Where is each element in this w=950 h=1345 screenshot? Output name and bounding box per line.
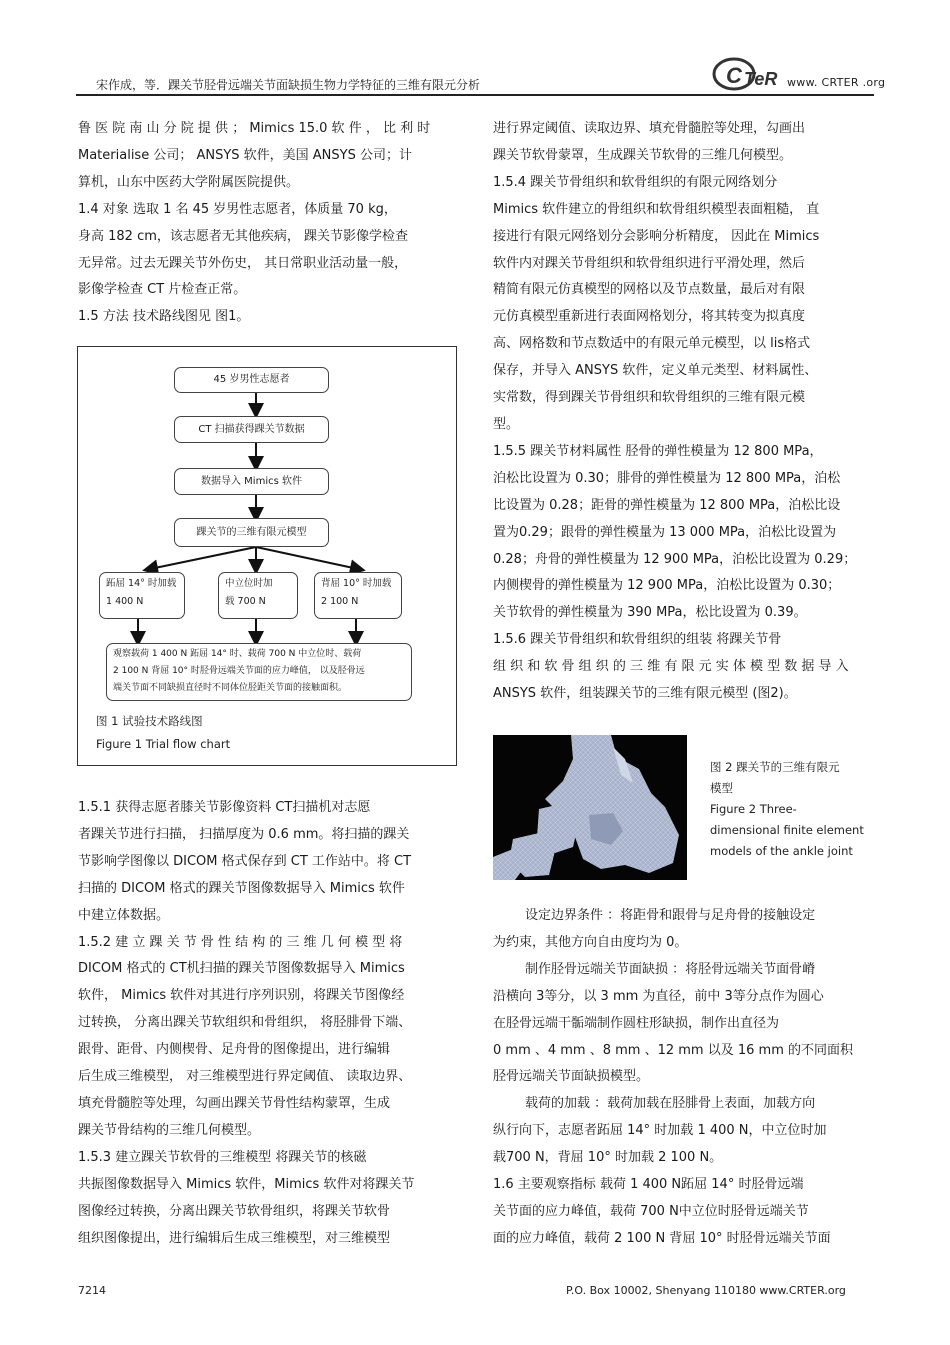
- paragraph-line: 1.4 对象 选取 1 名 45 岁男性志愿者，体质量 70 kg，: [78, 201, 397, 217]
- paragraph-line: 1.5.5 踝关节材料属性 胫骨的弹性模量为 12 800 MPa，: [493, 443, 823, 459]
- figure-1-caption-cn: 图 1 试验技术路线图: [96, 714, 203, 728]
- paragraph-line: 踝关节骨结构的三维几何模型。: [78, 1122, 261, 1138]
- branch-left-line1: 跖屈 14° 时加载: [106, 578, 177, 589]
- right-column-bottom: [493, 903, 873, 1253]
- paragraph-line: 1.5.1 获得志愿者膝关节影像资料 CT扫描机对志愿: [78, 800, 371, 815]
- paragraph-line: 精简有限元仿真模型的网格以及节点数量，最后对有限: [493, 282, 806, 298]
- paragraph-line: 影像学检查 CT 片检查正常。: [78, 282, 247, 298]
- paragraph-line: 制作胫骨远端关节面缺损 ：将胫骨远端关节面骨嵴: [525, 961, 816, 977]
- paragraph-line: 算机，山东中医药大学附属医院提供。: [78, 174, 300, 190]
- journal-logo: [712, 56, 797, 92]
- figure-1-caption-en: Figure 1 Trial flow chart: [96, 737, 231, 751]
- right-column-top: [493, 116, 873, 708]
- result-line1: 观察载荷 1 400 N 跖屈 14° 时、载荷 700 N 中立位时、载荷: [113, 649, 362, 659]
- left-column-top: [78, 116, 458, 331]
- paragraph-line: 胫骨远端关节面缺损模型。: [493, 1069, 650, 1085]
- flow-branch-dorsiflexion: [314, 572, 402, 619]
- flowchart-arrows: [78, 347, 458, 767]
- result-line3: 端关节面不同缺损直径时不同体位胫距关节面的接触面积。: [113, 683, 348, 693]
- paragraph-line: 1.6 主要观察指标 载荷 1 400 N跖屈 14° 时胫骨远端: [493, 1177, 804, 1193]
- paragraph-line: 高、网格数和节点数适中的有限元单元模型，以 lis格式: [493, 336, 811, 352]
- paragraph-line: 组织图像提出，进行编辑后生成三维模型，对三维模型: [78, 1230, 391, 1246]
- paragraph-line: 过转换， 分离出踝关节软组织和骨组织， 将胫腓骨下端、: [78, 1015, 412, 1031]
- paragraph-line: 进行界定阈值、读取边界、填充骨髓腔等处理，勾画出: [493, 121, 806, 136]
- paragraph-line: 置为0.29；跟骨的弹性模量为 13 000 MPa，泊松比设置为: [493, 524, 837, 540]
- paragraph-line: 1.5.6 踝关节骨组织和软骨组织的组装 将踝关节骨: [493, 632, 782, 648]
- paragraph-line: 0 mm 、4 mm 、8 mm 、12 mm 以及 16 mm 的不同面积: [493, 1042, 853, 1058]
- paragraph-line: Mimics 软件建立的骨组织和软骨组织模型表面粗糙， 直: [493, 201, 820, 217]
- paragraph-line: 泊松比设置为 0.30；腓骨的弹性模量为 12 800 MPa，泊松: [493, 470, 841, 486]
- fig2-caption-cn-1: 图 2 踝关节的三维有限元: [710, 760, 840, 774]
- figure-2-fe-model-image: [493, 735, 687, 880]
- paragraph-line: 为约束，其他方向自由度均为 0。: [493, 934, 688, 950]
- paragraph-line: ANSYS 软件，组装踝关节的三维有限元模型 (图2)。: [493, 686, 797, 702]
- paragraph-line: 接进行有限元网络划分会影响分析精度， 因此在 Mimics: [493, 228, 820, 244]
- flow-step-ct-scan: CT 扫描获得踝关节数据: [174, 416, 329, 443]
- paragraph-line: 踝关节软骨蒙罩，生成踝关节软骨的三维几何模型。: [493, 147, 793, 163]
- fig2-caption-en-3: models of the ankle joint: [710, 844, 853, 858]
- paragraph-line: 鲁 医 院 南 山 分 院 提 供 ； Mimics 15.0 软 件 ， 比 利 时: [78, 121, 431, 136]
- paragraph-line: 图像经过转换，分离出踝关节软骨组织，将踝关节软骨: [78, 1203, 391, 1219]
- flow-step-volunteer: 45 岁男性志愿者: [174, 367, 329, 393]
- figure-1-flowchart: [77, 346, 457, 766]
- paragraph-line: 身高 182 cm，该志愿者无其他疾病， 踝关节影像学检查: [78, 228, 409, 244]
- header-url: www. CRTER .org: [787, 76, 886, 89]
- header-rule: [76, 94, 874, 96]
- fig2-caption-en-2: dimensional finite element: [710, 823, 864, 837]
- paragraph-line: 者踝关节进行扫描， 扫描厚度为 0.6 mm。将扫描的踝关: [78, 826, 410, 842]
- logo-text: C: [726, 63, 742, 88]
- paragraph-line: 节影响学图像以 DICOM 格式保存到 CT 工作站中。将 CT: [78, 853, 412, 869]
- paragraph-line: 在胫骨远端干骺端制作圆柱形缺损，制作出直径为: [493, 1015, 780, 1031]
- flow-result-observation: [106, 643, 412, 701]
- paragraph-line: DICOM 格式的 CT机扫描的踝关节图像数据导入 Mimics: [78, 961, 405, 977]
- paragraph-line: 纵行向下，志愿者跖屈 14° 时加载 1 400 N，中立位时加: [493, 1123, 827, 1139]
- flow-step-mimics-import: 数据导入 Mimics 软件: [174, 468, 329, 495]
- paragraph-line: 中建立体数据。: [78, 907, 170, 923]
- fig2-caption-en-1: Figure 2 Three-: [710, 802, 797, 816]
- branch-left-line2: 1 400 N: [106, 596, 144, 607]
- paragraph-line: 1.5.2 建 立 踝 关 节 骨 性 结 构 的 三 维 几 何 模 型 将: [78, 934, 403, 950]
- paragraph-line: 共振图像数据导入 Mimics 软件，Mimics 软件对将踝关节: [78, 1176, 415, 1192]
- branch-mid-line2: 载 700 N: [225, 596, 266, 607]
- svg-text:TeR: TeR: [744, 69, 778, 89]
- paragraph-line: Materialise 公司； ANSYS 软件，美国 ANSYS 公司；计: [78, 147, 412, 163]
- paragraph-line: 软件， Mimics 软件对其进行序列识别，将踝关节图像经: [78, 988, 405, 1004]
- paragraph-line: 1.5.3 建立踝关节软骨的三维模型 将踝关节的核磁: [78, 1149, 367, 1165]
- paragraph-line: 载荷的加载 ：载荷加载在胫腓骨上表面，加载方向: [525, 1096, 816, 1112]
- branch-right-line2: 2 100 N: [321, 596, 359, 607]
- figure-2-caption: [710, 757, 870, 862]
- branch-right-line1: 背屈 10° 时加载: [321, 578, 392, 589]
- paragraph-line: 设定边界条件 ：将距骨和跟骨与足舟骨的接触设定: [525, 908, 816, 923]
- paragraph-line: 无异常。过去无踝关节外伤史， 其日常职业活动量一般，: [78, 255, 408, 271]
- paragraph-line: 后生成三维模型， 对三维模型进行界定阈值、 读取边界、: [78, 1069, 412, 1085]
- paragraph-line: 1.5 方法 技术路线图见 图1。: [78, 309, 250, 325]
- footer-address: P.O. Box 10002, Shenyang 110180 www.CRTER.org: [566, 1284, 846, 1297]
- paragraph-line: 填充骨髓腔等处理，勾画出踝关节骨性结构蒙罩，生成: [78, 1095, 391, 1111]
- paragraph-line: 载700 N，背屈 10° 时加载 2 100 N。: [493, 1150, 723, 1166]
- paragraph-line: 实常数，得到踝关节骨组织和软骨组织的三维有限元模: [493, 390, 806, 406]
- paragraph-line: 0.28；舟骨的弹性模量为 12 900 MPa，泊松比设置为 0.29；: [493, 551, 857, 567]
- branch-mid-line1: 中立位时加: [225, 578, 273, 589]
- paragraph-line: 1.5.4 踝关节骨组织和软骨组织的有限元网络划分: [493, 174, 778, 190]
- paragraph-line: 关节软骨的弹性模量为 390 MPa，松比设置为 0.39。: [493, 605, 807, 621]
- fig2-caption-cn-2: 模型: [710, 781, 733, 795]
- paragraph-line: 元仿真模型重新进行表面网格划分，将其转变为拟真度: [493, 309, 806, 325]
- paragraph-line: 跟骨、距骨、内侧楔骨、足舟骨的图像提出，进行编辑: [78, 1042, 391, 1058]
- flow-branch-neutral: [218, 572, 298, 619]
- paragraph-line: 面的应力峰值，载荷 2 100 N 背屈 10° 时胫骨远端关节面: [493, 1230, 831, 1246]
- paragraph-line: 比设置为 0.28；距骨的弹性模量为 12 800 MPa，泊松比设: [493, 497, 841, 513]
- page-number: 7214: [78, 1284, 106, 1297]
- paragraph-line: 保存，并导入 ANSYS 软件，定义单元类型、材料属性、: [493, 363, 818, 379]
- paragraph-line: 沿横向 3等分，以 3 mm 为直径，前中 3等分点作为圆心: [493, 988, 824, 1004]
- paragraph-line: 内侧楔骨的弹性模量为 12 900 MPa，泊松比设置为 0.30；: [493, 578, 841, 594]
- paragraph-line: 关节面的应力峰值，载荷 700 N中立位时胫骨远端关节: [493, 1203, 809, 1219]
- flow-step-fe-model: 踝关节的三维有限元模型: [174, 518, 329, 547]
- left-column-bottom: [78, 795, 458, 1252]
- paragraph-line: 软件内对踝关节骨组织和软骨组织进行平滑处理，然后: [493, 255, 806, 271]
- flow-branch-plantarflexion: [99, 572, 185, 619]
- result-line2: 2 100 N 背屈 10° 时胫骨远端关节面的应力峰值， 以及胫骨远: [113, 666, 365, 676]
- paragraph-line: 组 织 和 软 骨 组 织 的 三 维 有 限 元 实 体 模 型 数 据 导 入: [493, 659, 849, 675]
- running-title: 宋作成，等．踝关节胫骨远端关节面缺损生物力学特征的三维有限元分析: [96, 78, 481, 92]
- paragraph-line: 型。: [493, 416, 520, 432]
- ankle-model-render: [493, 735, 687, 880]
- paragraph-line: 扫描的 DICOM 格式的踝关节图像数据导入 Mimics 软件: [78, 880, 405, 896]
